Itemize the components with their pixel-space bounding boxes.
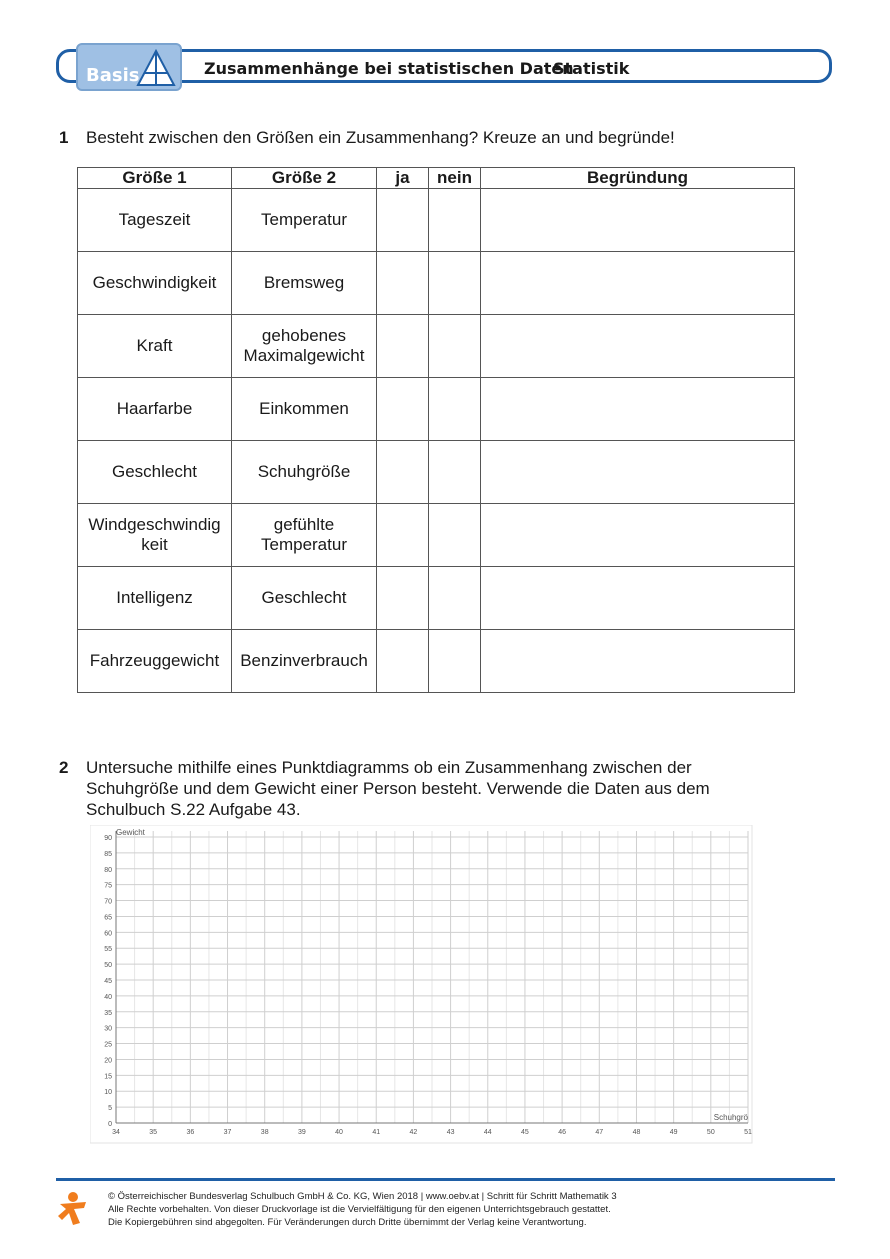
groesse2-cell: gehobenes Maximalgewicht xyxy=(232,315,377,378)
ja-cell[interactable] xyxy=(377,189,429,252)
x-tick-label: 48 xyxy=(632,1129,641,1136)
subject-label: Statistik xyxy=(553,59,630,78)
chart-frame xyxy=(90,825,752,1143)
groesse1-cell: Windgeschwindig keit xyxy=(78,504,232,567)
scatter-chart[interactable] xyxy=(90,825,755,1145)
y-tick-label: 65 xyxy=(104,914,112,922)
footer-copyright xyxy=(108,1190,617,1229)
begruendung-cell[interactable] xyxy=(481,567,795,630)
x-tick-label: 37 xyxy=(223,1129,232,1136)
y-tick-label: 50 xyxy=(104,962,112,970)
groesse2-cell: Einkommen xyxy=(232,378,377,441)
groesse1-cell: Tageszeit xyxy=(78,189,232,252)
x-tick-label: 51 xyxy=(744,1129,752,1136)
nein-cell[interactable] xyxy=(429,315,481,378)
nein-cell[interactable] xyxy=(429,567,481,630)
task2-prompt-line: Untersuche mithilfe eines Punktdiagramms ob ein Zusammenhang zwischen der xyxy=(86,758,692,777)
y-tick-label: 0 xyxy=(108,1121,112,1128)
groesse1-cell: Kraft xyxy=(78,315,232,378)
column-header: ja xyxy=(377,168,429,189)
column-header: Begründung xyxy=(481,168,795,189)
nein-cell[interactable] xyxy=(429,252,481,315)
y-tick-label: 20 xyxy=(104,1057,112,1065)
table-row xyxy=(78,315,795,378)
y-tick-label: 70 xyxy=(104,898,112,906)
triangle-logo-icon xyxy=(136,49,176,87)
column-header: nein xyxy=(429,168,481,189)
nein-cell[interactable] xyxy=(429,504,481,567)
begruendung-cell[interactable] xyxy=(481,315,795,378)
x-tick-label: 35 xyxy=(149,1129,158,1136)
y-tick-label: 10 xyxy=(104,1089,112,1097)
groesse2-cell: Schuhgröße xyxy=(232,441,377,504)
x-tick-label: 41 xyxy=(372,1129,381,1136)
ja-cell[interactable] xyxy=(377,378,429,441)
x-tick-label: 44 xyxy=(483,1129,492,1136)
footer-line: Die Kopiergebühren sind abgegolten. Für Veränderungen durch Dritte übernimmt der Verlag keine Verantwortung. xyxy=(108,1217,587,1228)
groesse2-cell: Bremsweg xyxy=(232,252,377,315)
x-tick-label: 47 xyxy=(595,1129,604,1136)
task1-prompt: Besteht zwischen den Größen ein Zusammenhang? Kreuze an und begründe! xyxy=(86,128,675,147)
nein-cell[interactable] xyxy=(429,630,481,693)
begruendung-cell[interactable] xyxy=(481,441,795,504)
task2-prompt-line: Schulbuch S.22 Aufgabe 43. xyxy=(86,800,301,819)
x-tick-label: 42 xyxy=(409,1129,418,1136)
table-row xyxy=(78,504,795,567)
groesse1-cell: Geschwindigkeit xyxy=(78,252,232,315)
x-tick-label: 39 xyxy=(297,1129,306,1136)
ja-cell[interactable] xyxy=(377,504,429,567)
footer-line: Alle Rechte vorbehalten. Von dieser Druckvorlage ist die Vervielfältigung für den eigenen Unterrichtsgebrauch gestattet. xyxy=(108,1204,611,1215)
y-tick-label: 5 xyxy=(108,1105,112,1113)
y-tick-label: 25 xyxy=(104,1041,112,1049)
footer-line: © Österreichischer Bundesverlag Schulbuch GmbH & Co. KG, Wien 2018 | www.oebv.at | Schritt für Schritt Mathematik 3 xyxy=(108,1191,617,1202)
table-row xyxy=(78,630,795,693)
y-tick-label: 80 xyxy=(104,866,112,874)
begruendung-cell[interactable] xyxy=(481,189,795,252)
x-axis-label: Schuhgrö xyxy=(713,1113,748,1122)
x-tick-label: 45 xyxy=(521,1129,529,1136)
y-tick-label: 45 xyxy=(104,978,112,985)
ja-cell[interactable] xyxy=(377,630,429,693)
column-header: Größe 1 xyxy=(78,168,232,189)
groesse1-cell: Haarfarbe xyxy=(78,378,232,441)
x-tick-label: 34 xyxy=(112,1129,120,1136)
groesse1-cell: Intelligenz xyxy=(78,567,232,630)
task2-number: 2 xyxy=(59,758,69,777)
table-row xyxy=(78,441,795,504)
x-tick-label: 40 xyxy=(335,1129,343,1136)
publisher-logo-icon xyxy=(56,1190,92,1226)
task2-prompt-line: Schuhgröße und dem Gewicht einer Person besteht. Verwende die Daten aus dem xyxy=(86,779,710,798)
y-tick-label: 75 xyxy=(104,882,112,890)
begruendung-cell[interactable] xyxy=(481,504,795,567)
x-tick-label: 36 xyxy=(186,1129,195,1136)
groesse1-cell: Fahrzeuggewicht xyxy=(78,630,232,693)
y-tick-label: 30 xyxy=(104,1025,112,1033)
groesse2-cell: Benzinverbrauch xyxy=(232,630,377,693)
table-row xyxy=(78,252,795,315)
groesse2-cell: Geschlecht xyxy=(232,567,377,630)
task1-table xyxy=(77,167,795,693)
y-tick-label: 55 xyxy=(104,946,112,954)
y-tick-label: 60 xyxy=(104,930,112,938)
y-tick-label: 35 xyxy=(104,1009,112,1017)
y-axis-label: Gewicht xyxy=(116,828,145,837)
begruendung-cell[interactable] xyxy=(481,630,795,693)
logo-shape xyxy=(68,1192,78,1202)
ja-cell[interactable] xyxy=(377,567,429,630)
table-row xyxy=(78,189,795,252)
basis-logo xyxy=(76,43,182,91)
x-tick-label: 50 xyxy=(706,1129,715,1136)
logo-label: Basis xyxy=(86,65,140,86)
x-tick-label: 38 xyxy=(260,1129,269,1136)
nein-cell[interactable] xyxy=(429,378,481,441)
begruendung-cell[interactable] xyxy=(481,252,795,315)
page-title: Zusammenhänge bei statistischen Daten xyxy=(204,59,574,78)
column-header: Größe 2 xyxy=(232,168,377,189)
ja-cell[interactable] xyxy=(377,441,429,504)
x-tick-label: 49 xyxy=(669,1129,678,1136)
x-tick-label: 46 xyxy=(558,1129,567,1136)
groesse2-cell: Temperatur xyxy=(232,189,377,252)
footer-divider xyxy=(56,1178,835,1181)
y-tick-label: 90 xyxy=(104,835,112,842)
y-tick-label: 85 xyxy=(104,850,112,858)
nein-cell[interactable] xyxy=(429,189,481,252)
logo-shape xyxy=(58,1202,86,1225)
begruendung-cell[interactable] xyxy=(481,378,795,441)
nein-cell[interactable] xyxy=(429,441,481,504)
groesse1-cell: Geschlecht xyxy=(78,441,232,504)
y-tick-label: 15 xyxy=(104,1073,112,1081)
task1-number: 1 xyxy=(59,128,69,147)
table-row xyxy=(78,567,795,630)
ja-cell[interactable] xyxy=(377,315,429,378)
table-row xyxy=(78,378,795,441)
y-tick-label: 40 xyxy=(104,993,112,1001)
x-tick-label: 43 xyxy=(446,1129,455,1136)
groesse2-cell: gefühlte Temperatur xyxy=(232,504,377,567)
table-header-row xyxy=(78,168,795,189)
ja-cell[interactable] xyxy=(377,252,429,315)
